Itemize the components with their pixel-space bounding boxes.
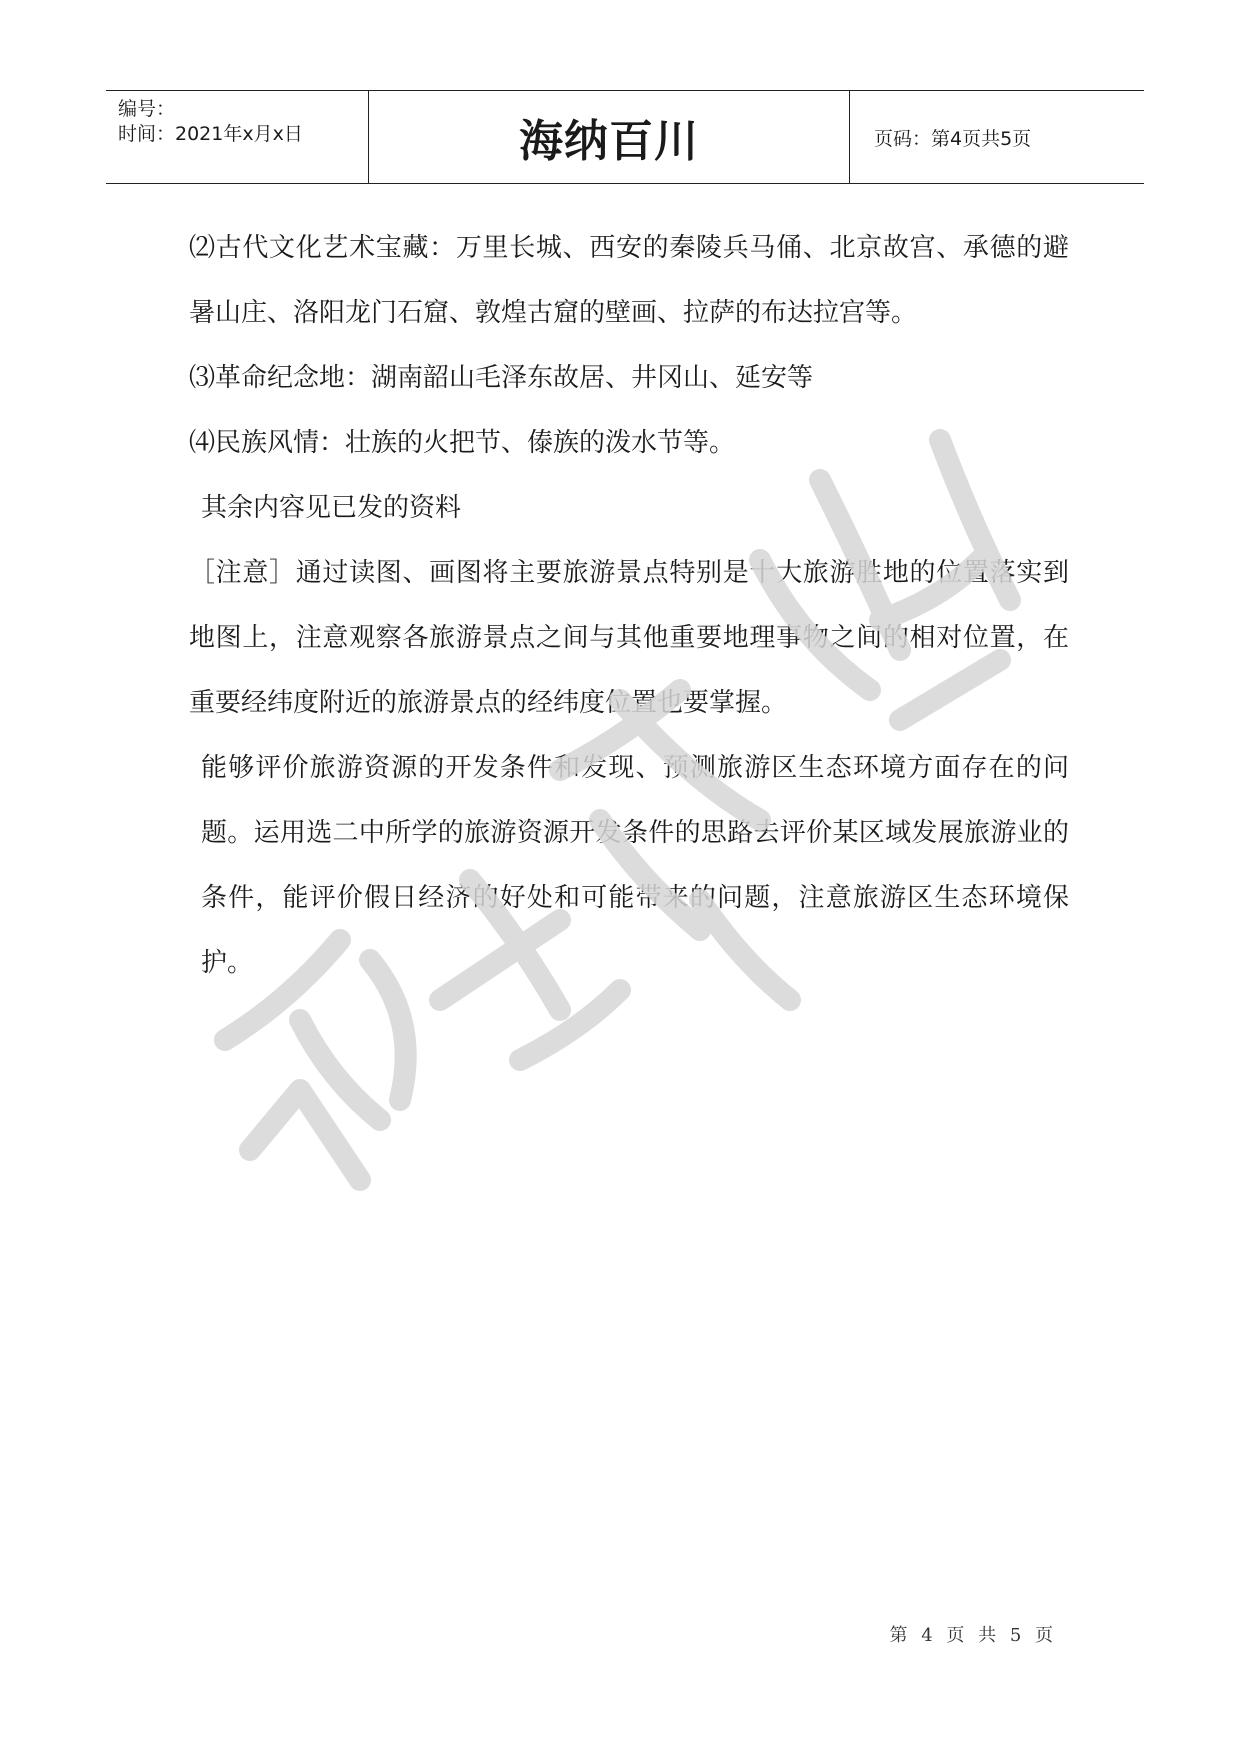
document-number-label: 编号： bbox=[118, 98, 176, 120]
document-header bbox=[106, 90, 1144, 184]
brand-title: 海纳百川 bbox=[519, 116, 699, 167]
paragraph-ethnic-customs: ⑷民族风情：壮族的火把节、傣族的泼水节等。 bbox=[189, 428, 736, 458]
document-time-label: 时间：2021年x月x日 bbox=[118, 123, 303, 145]
header-meta bbox=[106, 91, 368, 183]
paragraph-evaluation: 能够评价旅游资源的开发条件和发现、预测旅游区生态环境方面存在的问题。运用选二中所学的旅游资源开发条件的思路去评价某区域发展旅游业的条件，能评价假日经济的好处和可能带来的问题，注意旅游区生态环境保护。 bbox=[201, 753, 1069, 978]
page-footer: 第 4 页 共 5 页 bbox=[889, 1625, 1057, 1646]
document-body bbox=[189, 216, 1069, 996]
header-page-info: 页码：第4页共5页 bbox=[874, 127, 1032, 150]
paragraph-remaining-note: 其余内容见已发的资料 bbox=[201, 493, 462, 523]
paragraph-attention-note: ［注意］通过读图、画图将主要旅游景点特别是十大旅游胜地的位置落实到地图上，注意观察各旅游景点之间与其他重要地理事物之间的相对位置，在重要经纬度附近的旅游景点的经纬度位置也要掌握。 bbox=[189, 558, 1069, 718]
paragraph-revolutionary-sites: ⑶革命纪念地：湖南韶山毛泽东故居、井冈山、延安等 bbox=[189, 363, 814, 393]
header-page-cell bbox=[850, 91, 1144, 183]
header-brand-cell bbox=[368, 91, 850, 183]
paragraph-ancient-culture: ⑵古代文化艺术宝藏：万里长城、西安的秦陵兵马俑、北京故宫、承德的避暑山庄、洛阳龙门石窟、敦煌古窟的壁画、拉萨的布达拉宫等。 bbox=[189, 233, 1069, 328]
